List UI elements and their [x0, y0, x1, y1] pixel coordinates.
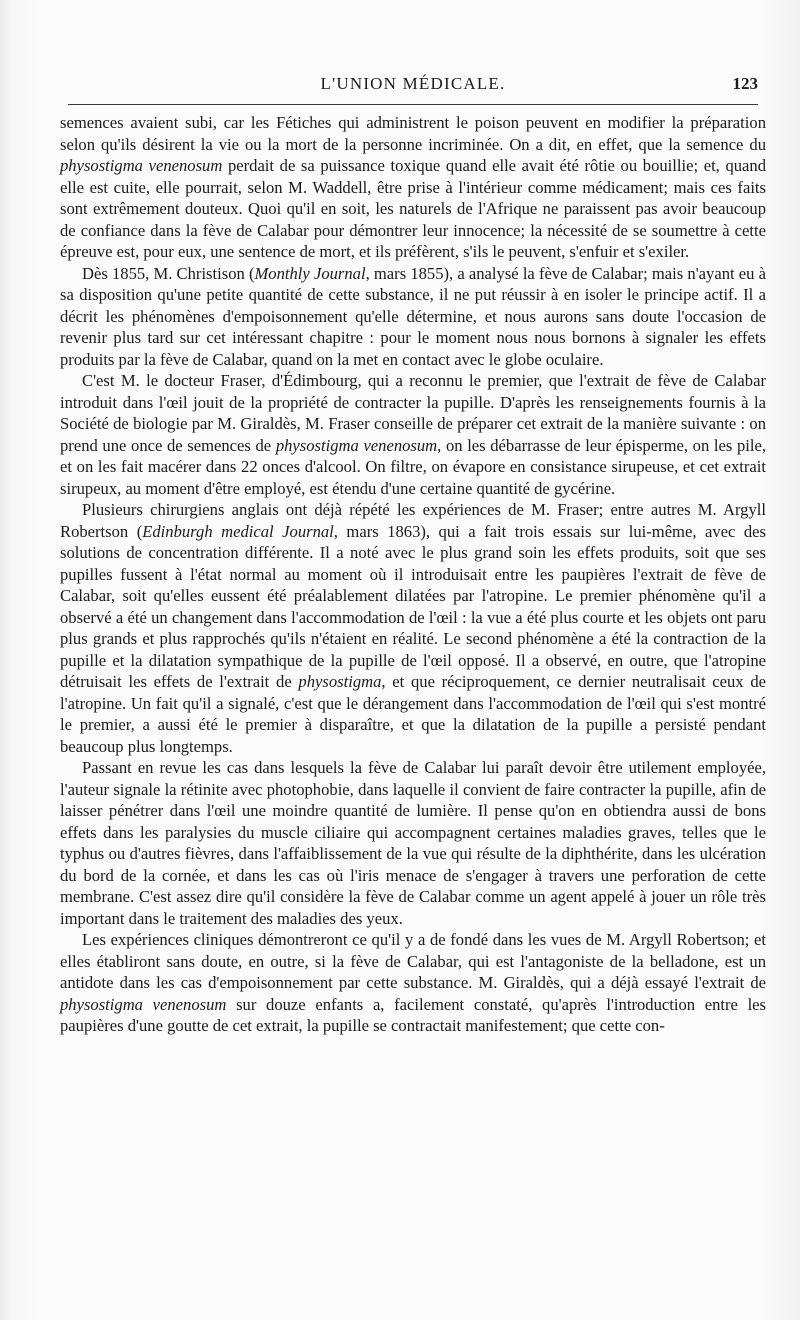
text-run: , mars 1855), a analysé la fève de Calabar; mais n'ayant eu à sa disposition qu'une petite quantité de cette substance, il ne put réussir à en isoler le principe actif. Il a décrit les phénomènes d'empoisonnement qu'elle détermine, et nous aurons sans doute l'occasion de revenir plus tard sur cet intéressant chapitre : pour le moment nous nous bornons à signaler les effets produits par la fève de Calabar, quand on la met en contact avec le globe oculaire.	[60, 263, 766, 369]
text-run: semences avaient subi, car les Fétiches qui administrent le poison peuvent en modifier la préparation selon qu'ils désirent la vie ou la mort de la personne incriminée. On a dit, en effet, que la semence du	[60, 113, 766, 154]
text-run: Plusieurs chirurgiens anglais ont déjà répété les expériences de M. Fraser; entre autres M. Argyll Robertson (	[60, 500, 766, 541]
header-rule	[68, 104, 758, 105]
paragraph	[60, 112, 766, 263]
paragraph	[60, 757, 766, 929]
text-run: , et que réciproquement, ce dernier neutralisait ceux de l'atropine. Un fait qu'il a signalé, c'est que le dérangement dans l'accommodation de l'œil qui s'est montré le premier, a aussi été le premier à disparaître, et que la dilatation de la pupille a persisté pendant beaucoup plus longtemps.	[60, 672, 767, 756]
paragraph	[60, 499, 766, 757]
text-run: perdait de sa puissance toxique quand elle avait été rôtie ou bouillie; et, quand elle est cuite, elle pourrait, selon M. Waddell, être prise à l'intérieur comme médicament; mais ces faits sont extrêmement douteux. Quoi qu'il en soit, les naturels de l'Afrique ne paraissent pas avoir beaucoup de confiance dans la fève de Calabar pour démontrer leur innocence; la nécessité de se soumettre à cette épreuve est, pour eux, une sentence de mort, et ils préfèrent, s'ils le peuvent, s'enfuir et s'exiler.	[60, 156, 767, 261]
body-text	[60, 112, 766, 1037]
text-run: Les expériences cliniques démontreront ce qu'il y a de fondé dans les vues de M. Argyll Robertson; et elles établiront sans doute, en outre, si la fève de Calabar, qui est l'antagoniste de la belladone, est un antidote dans les cas d'empoisonnement par cette substance. M. Giraldès, qui a déjà essayé l'extrait de	[60, 930, 766, 992]
italic-text: physostigma venenosum,	[275, 435, 442, 455]
paragraph	[60, 263, 766, 371]
italic-text: physostigma venenosum	[60, 994, 227, 1014]
italic-text: physostigma venenosum	[60, 156, 223, 175]
paragraph	[60, 370, 766, 499]
italic-text: Edinburgh medical Journal	[142, 521, 334, 541]
page-header	[68, 74, 758, 100]
text-run: on les débarrasse de leur épisperme, on les pile, et on les fait macérer dans 22 onces d'alcool. On filtre, on évapore en consistance sirupeuse, et cet extrait sirupeux, au moment d'être employé, est étendu d'une certaine quantité de gycérine.	[60, 435, 766, 498]
running-title: L'UNION MÉDICALE.	[320, 74, 506, 93]
text-run: , mars 1863), qui a fait trois essais sur lui-même, avec des solutions de concentration différente. Il a noté avec le plus grand soin les effets produits, soit que ses pupilles fussent à l'état normal au moment où il introduisait entre les paupières l'extrait de fève de Calabar, soit qu'elles eussent été préalablement dilatées par l'atropine. Le premier phénomène qu'il a observé a été un changement dans l'accommodation de l'œil : la vue a été plus courte et les objets ont paru plus grands et plus rapprochés qu'ils n'étaient en réalité. Le second phénomène a été la contraction de la pupille et la dilatation sympathique de la pupille de l'œil opposé. Il a observé, en outre, que l'atropine détruisait les effets de l'extrait de	[60, 521, 766, 691]
italic-text: physostigma	[298, 672, 382, 691]
text-run: Passant en revue les cas dans lesquels la fève de Calabar lui paraît devoir être utilement employée, l'auteur signale la rétinite avec photophobie, dans laquelle il convient de faire contracter la pupille, afin de laisser pénétrer dans l'œil une moindre quantité de lumière. Il pense qu'on en obtiendra aussi de bons effets dans les paralysies du muscle ciliaire qui accompagnent certaines maladies graves, telles que le typhus ou d'autres fièvres, dans l'affaiblissement de la vue qui résulte de la diphthérite, dans les ulcération du bord de la cornée, et dans les cas où l'iris menace de s'engager à travers une perforation de cette membrane. C'est assez dire qu'il considère la fève de Calabar comme un agent appelé à jouer un rôle très important dans le traitement des maladies des yeux.	[60, 758, 766, 928]
page-number: 123	[732, 74, 758, 93]
text-run: sur douze enfants a, facilement constaté, qu'après l'introduction entre les paupières d'une goutte de cet extrait, la pupille se contractait manifestement; que cette con-	[60, 994, 767, 1035]
text-run: C'est M. le docteur Fraser, d'Édimbourg, qui a reconnu le premier, que l'extrait de fève de Calabar introduit dans l'œil jouit de la propriété de contracter la pupille. D'après les renseignements fournis à la Société de biologie par M. Giraldès, M. Fraser conseille de préparer cet extrait de la manière suivante : on prend une once de semences de	[60, 371, 766, 455]
paragraph	[60, 929, 766, 1037]
italic-text: Monthly Journal	[254, 263, 366, 283]
text-run: Dès 1855, M. Christison (	[82, 263, 255, 283]
